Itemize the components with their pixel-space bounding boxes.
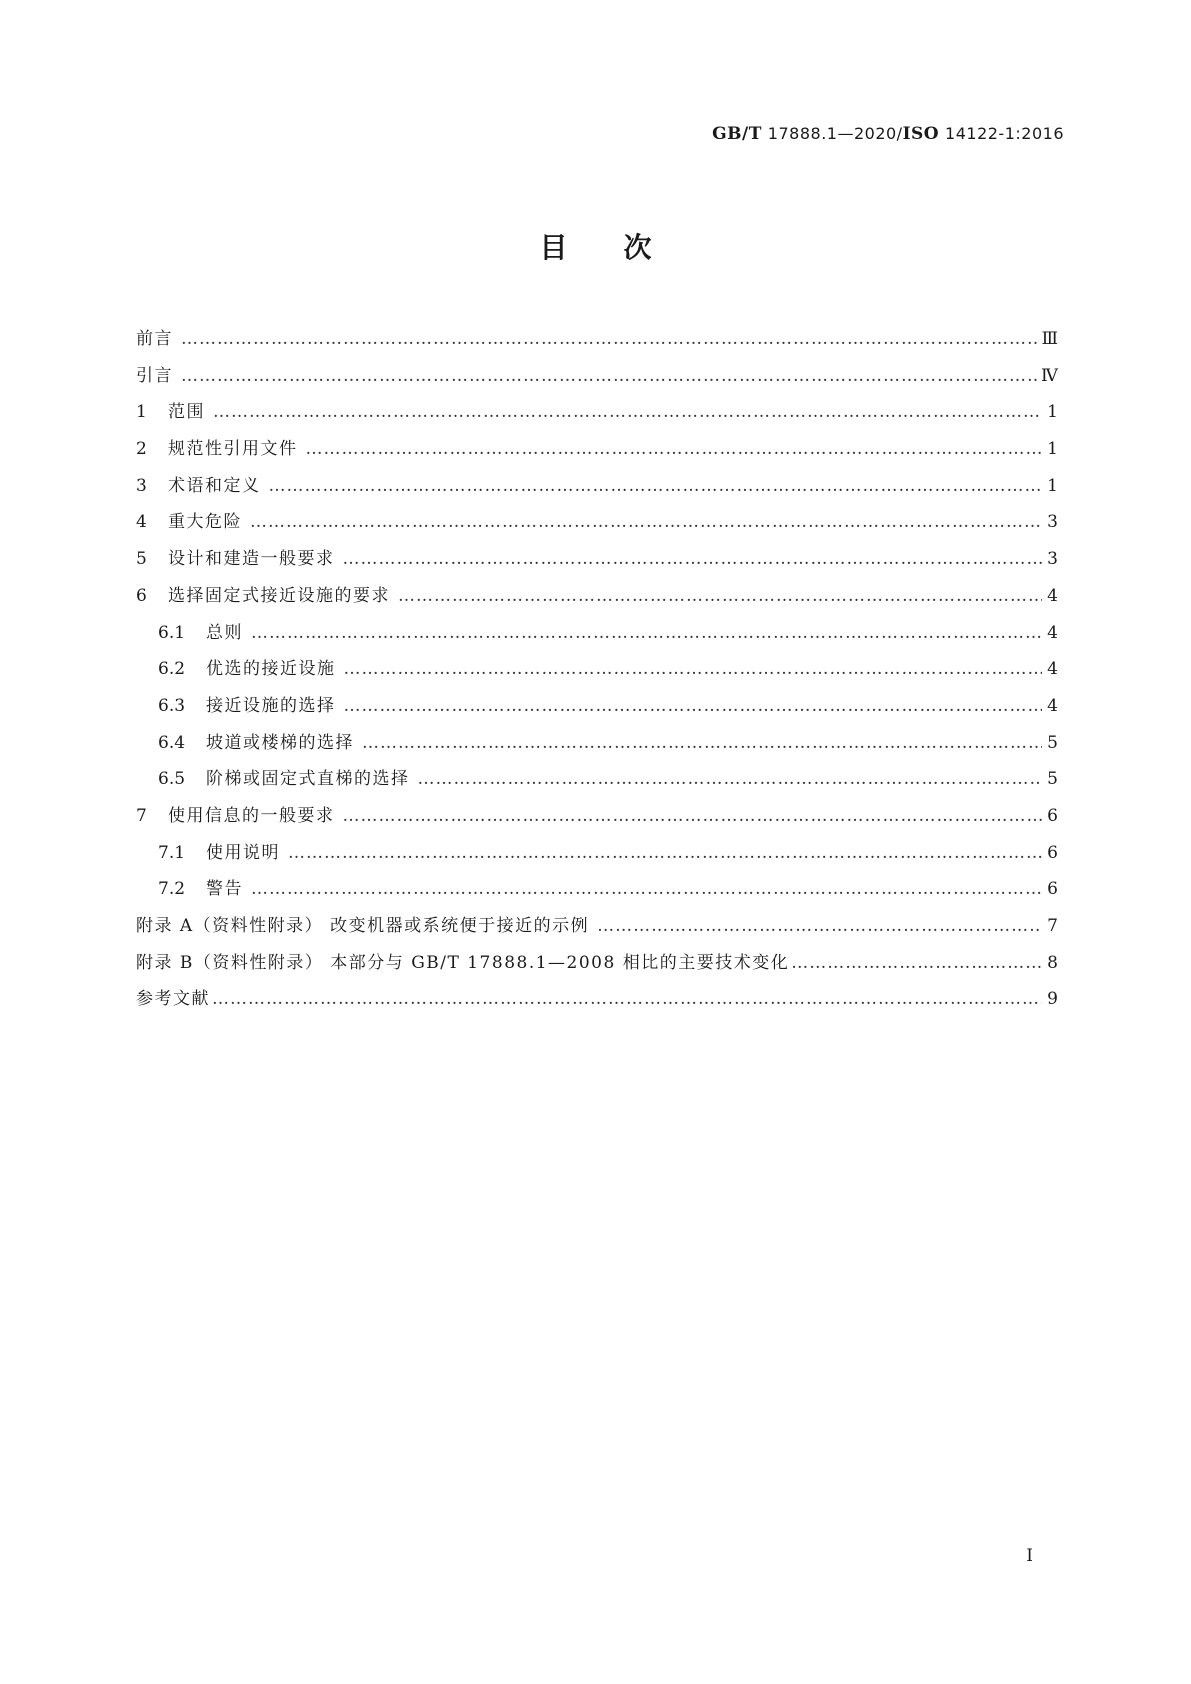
toc-entry-number: 2 bbox=[136, 439, 147, 460]
toc-entry-page: 4 bbox=[1047, 695, 1058, 716]
iso-number: 14122-1:2016 bbox=[945, 124, 1064, 143]
toc-entry-number: 5 bbox=[136, 549, 147, 570]
toc-entry-4[interactable] bbox=[136, 507, 1058, 544]
toc-entry-introduction[interactable] bbox=[136, 361, 1058, 398]
toc-entry-title: 设计和建造一般要求 bbox=[168, 549, 335, 570]
toc-entry-title: 附录 B（资料性附录） 本部分与 GB/T 17888.1—2008 相比的主要技术变化 bbox=[136, 952, 790, 973]
toc-entry-title: 优选的接近设施 bbox=[206, 659, 336, 680]
standard-number-header bbox=[712, 124, 1064, 144]
leader-dots bbox=[251, 879, 1042, 899]
leader-dots bbox=[306, 439, 1043, 459]
toc-entry-page: 1 bbox=[1047, 439, 1058, 460]
toc-entry-page: 4 bbox=[1047, 622, 1058, 643]
toc-entry-5[interactable] bbox=[136, 544, 1058, 581]
toc-entry-6-1[interactable] bbox=[136, 618, 1058, 655]
toc-entry-1[interactable] bbox=[136, 397, 1058, 434]
toc-entry-title: 术语和定义 bbox=[168, 475, 261, 496]
page-number: I bbox=[1026, 1546, 1033, 1566]
leader-dots bbox=[269, 476, 1043, 496]
toc-entry-7-2[interactable] bbox=[136, 874, 1058, 911]
toc-entry-title: 使用信息的一般要求 bbox=[168, 805, 335, 826]
leader-dots bbox=[791, 953, 1042, 973]
leader-dots bbox=[597, 916, 1042, 936]
toc-entry-bibliography[interactable] bbox=[136, 984, 1058, 1021]
leader-dots bbox=[288, 843, 1042, 863]
toc-entry-number: 6.2 bbox=[158, 659, 186, 680]
leader-dots bbox=[418, 769, 1043, 789]
toc-entry-6-3[interactable] bbox=[136, 691, 1058, 728]
leader-dots bbox=[213, 402, 1042, 422]
leader-dots bbox=[343, 806, 1043, 826]
toc-entry-title: 规范性引用文件 bbox=[168, 439, 298, 460]
toc-entry-title: 阶梯或固定式直梯的选择 bbox=[206, 769, 410, 790]
toc-entry-title: 警告 bbox=[206, 879, 243, 900]
toc-entry-number: 6 bbox=[136, 585, 147, 606]
toc-entry-number: 6.3 bbox=[158, 695, 186, 716]
toc-entry-number: 3 bbox=[136, 475, 147, 496]
toc-entry-page: 3 bbox=[1047, 549, 1058, 570]
toc-entry-title: 范围 bbox=[168, 402, 205, 423]
standard-number: 17888.1—2020/ bbox=[767, 124, 903, 143]
toc-entry-number: 7 bbox=[136, 805, 147, 826]
toc-entry-page: 6 bbox=[1047, 879, 1058, 900]
leader-dots bbox=[212, 989, 1042, 1009]
leader-dots bbox=[251, 623, 1042, 643]
toc-entry-6[interactable] bbox=[136, 581, 1058, 618]
toc-entry-7[interactable] bbox=[136, 801, 1058, 838]
toc-entry-page: 7 bbox=[1047, 916, 1058, 936]
toc-entry-6-4[interactable] bbox=[136, 728, 1058, 765]
toc-entry-page: 8 bbox=[1047, 952, 1058, 973]
leader-dots bbox=[250, 512, 1042, 532]
toc-entry-3[interactable] bbox=[136, 471, 1058, 508]
toc-entry-number: 4 bbox=[136, 512, 147, 533]
toc-entry-page: 1 bbox=[1047, 475, 1058, 496]
toc-entry-title: 选择固定式接近设施的要求 bbox=[168, 585, 390, 606]
toc-entry-title: 坡道或楼梯的选择 bbox=[206, 732, 354, 753]
leader-dots bbox=[344, 696, 1043, 716]
toc-entry-title: 重大危险 bbox=[168, 512, 242, 533]
toc-entry-page: 1 bbox=[1047, 402, 1058, 423]
toc-entry-number: 7.2 bbox=[158, 879, 186, 900]
toc-entry-page: 3 bbox=[1047, 512, 1058, 533]
toc-entry-number: 6.5 bbox=[158, 769, 186, 790]
toc-entry-title: 接近设施的选择 bbox=[206, 695, 336, 716]
page-title bbox=[0, 226, 1191, 266]
toc-entry-7-1[interactable] bbox=[136, 838, 1058, 875]
leader-dots bbox=[343, 549, 1043, 569]
leader-dots bbox=[181, 329, 1038, 349]
toc-entry-page: 9 bbox=[1047, 989, 1058, 1010]
leader-dots bbox=[181, 366, 1037, 386]
toc-entry-number: 6.4 bbox=[158, 732, 186, 753]
leader-dots bbox=[344, 659, 1043, 679]
toc-entry-6-5[interactable] bbox=[136, 764, 1058, 801]
toc-entry-annex-a[interactable] bbox=[136, 911, 1058, 948]
toc-entry-2[interactable] bbox=[136, 434, 1058, 471]
toc-entry-title: 附录 A（资料性附录） 改变机器或系统便于接近的示例 bbox=[136, 916, 590, 936]
toc-entry-6-2[interactable] bbox=[136, 654, 1058, 691]
toc-entry-title: 前言 bbox=[136, 329, 173, 349]
toc-entry-page: 6 bbox=[1047, 805, 1058, 826]
toc-entry-page: 5 bbox=[1047, 769, 1058, 790]
toc-entry-page: Ⅲ bbox=[1041, 329, 1058, 349]
toc-entry-page: 4 bbox=[1047, 585, 1058, 606]
toc-entry-title: 参考文献 bbox=[136, 989, 210, 1010]
leader-dots bbox=[398, 586, 1042, 606]
toc-entry-number: 1 bbox=[136, 402, 147, 423]
toc-entry-page: Ⅳ bbox=[1041, 365, 1058, 386]
toc-entry-foreword[interactable] bbox=[136, 324, 1058, 361]
table-of-contents bbox=[136, 324, 1058, 1021]
toc-entry-page: 4 bbox=[1047, 659, 1058, 680]
title-char-1: 目 bbox=[539, 231, 568, 264]
toc-entry-title: 使用说明 bbox=[206, 842, 280, 863]
title-char-2: 次 bbox=[623, 231, 652, 264]
standard-prefix: GB/T bbox=[712, 124, 762, 144]
toc-entry-number: 7.1 bbox=[158, 842, 186, 863]
iso-prefix: ISO bbox=[902, 124, 940, 144]
leader-dots bbox=[362, 733, 1042, 753]
toc-entry-annex-b[interactable] bbox=[136, 948, 1058, 985]
toc-entry-title: 引言 bbox=[136, 365, 173, 386]
toc-entry-number: 6.1 bbox=[158, 622, 186, 643]
toc-entry-page: 6 bbox=[1047, 842, 1058, 863]
toc-entry-title: 总则 bbox=[206, 622, 243, 643]
toc-entry-page: 5 bbox=[1047, 732, 1058, 753]
